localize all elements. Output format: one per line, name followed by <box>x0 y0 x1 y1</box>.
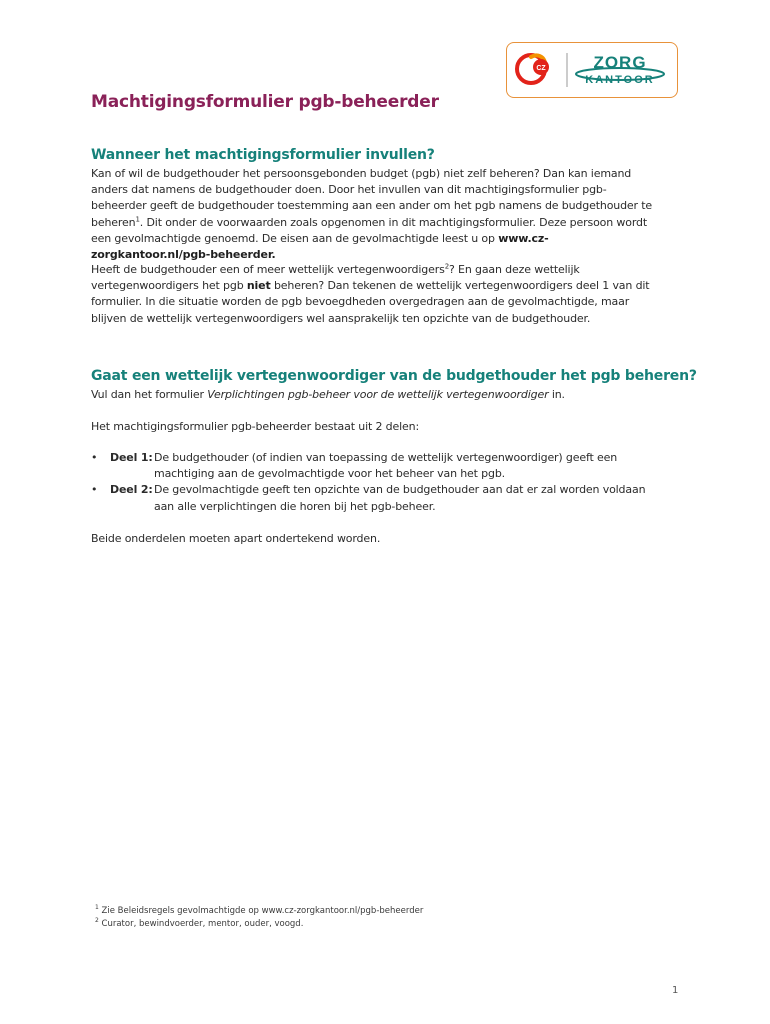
document-title: Machtigingsformulier pgb-beheerder <box>91 92 439 112</box>
footnote-2: $^2$ Curator, bewindvoerder, mentor, ouder, voogd. <box>95 917 304 929</box>
parts-intro-paragraph: Het machtigingsformulier pgb-beheerder bestaat uit 2 delen: <box>91 420 420 433</box>
representatives-paragraph: Heeft de budgethouder een of meer wettelijk vertegenwoordigers$^2$? En gaan deze wettelijk vertegenwoordigers het pgb niet beheren? Dan tekenen de wettelijk vertegenwoordigers deel 1 van dit formulier. In die situatie worden de pgb bevoegdheden overgedragen aan de gevolmachtigde, maar blijven de wettelijk vertegenwoordigers wel aansprakelijk ten opzichte van de budgethouder. <box>91 262 650 325</box>
section-heading-when: Wanneer het machtigingsformulier invullen? <box>91 147 435 163</box>
cz-zorgkantoor-logo <box>506 42 678 98</box>
logo-graphic <box>507 43 679 99</box>
page-number: 1 <box>672 985 679 996</box>
list-item: • Deel 1: De budgethouder (of indien van toepassing de wettelijk vertegenwoordiger) geeft een machtiging aan de gevolmachtigde voor het beheer van het pgb. <box>91 451 618 481</box>
signing-paragraph: Beide onderdelen moeten apart ondertekend worden. <box>91 532 381 545</box>
pgb-beheerder-link[interactable]: www.cz-zorgkantoor.nl/pgb-beheerder. <box>91 231 549 262</box>
logo-zorg-text: ZORG <box>593 53 647 72</box>
section-heading-representative: Gaat een wettelijk vertegenwoordiger van de budgethouder het pgb beheren? <box>91 368 697 384</box>
list-item: • Deel 2: De gevolmachtigde geeft ten opzichte van de budgethouder aan dat er zal worden voldaan aan alle verplichtingen die horen bij het pgb-beheer. <box>91 483 646 513</box>
logo-cz-text: CZ <box>536 65 546 72</box>
intro-paragraph: Kan of wil de budgethouder het persoonsgebonden budget (pgb) niet zelf beheren? Dan kan iemand anders dat namens de budgethouder doen. Door het invullen van dit machtigingsformulier pgb-beheerder geeft de budgethouder toestemming aan een ander om het pgb namens de budgethouder te beheren$^1$. Dit onder de voorwaarden zoals opgenomen in dit machtigingsformulier. Deze persoon wordt een gevolmachtigde genoemd. De eisen aan de gevolmachtigde leest u op www.cz-zorgkantoor.nl/pgb-beheerder. <box>91 167 653 262</box>
parts-list <box>91 450 651 515</box>
footnotes <box>95 905 595 931</box>
form-reference-paragraph: Vul dan het formulier Verplichtingen pgb-beheer voor de wettelijk vertegenwoordiger in. <box>91 388 565 401</box>
logo-kantoor-text: KANTOOR <box>585 74 655 86</box>
footnote-1: $^1$ Zie Beleidsregels gevolmachtigde op www.cz-zorgkantoor.nl/pgb-beheerder <box>95 904 424 916</box>
